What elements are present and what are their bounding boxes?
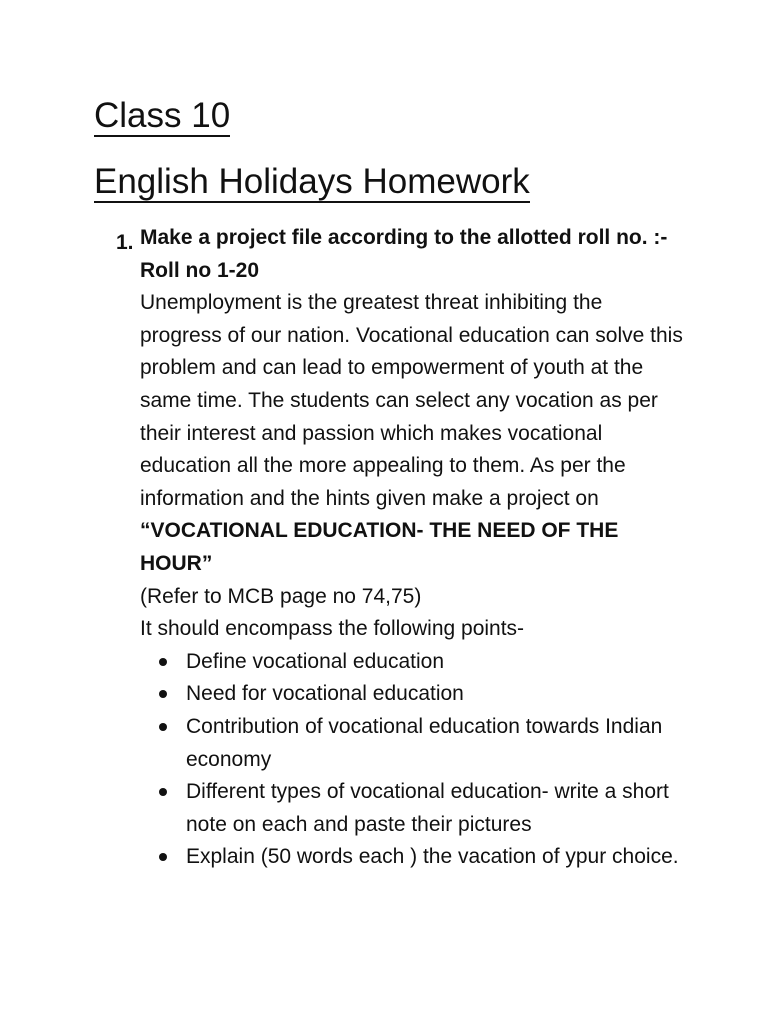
point-text: Contribution of vocational education towards Indian economy xyxy=(186,714,663,771)
paragraph-text: Unemployment is the greatest threat inhibiting the progress of our nation. Vocational education can solve this problem and can lead to empowerment of youth at the same time. The students can select any vocation as per their interest and passion which makes vocational education all the more appealing to them. As per the information and the hints given make a project on xyxy=(140,291,683,510)
roll-range: Roll no 1-20 xyxy=(140,258,260,282)
list-item xyxy=(140,678,685,711)
points-intro: It should encompass the following points- xyxy=(140,617,525,641)
homework-heading: English Holidays Homework xyxy=(94,162,530,201)
question-paragraph xyxy=(140,287,685,580)
reference-note: (Refer to MCB page no 74,75) xyxy=(140,584,422,608)
list-item xyxy=(140,711,685,776)
point-text: Explain (50 words each ) the vacation of ypur choice. xyxy=(186,845,679,869)
list-item xyxy=(140,776,685,841)
list-item xyxy=(140,646,685,679)
class-heading: Class 10 xyxy=(94,96,231,135)
point-text: Define vocational education xyxy=(186,649,445,673)
point-text: Need for vocational education xyxy=(186,682,464,706)
bullet-icon xyxy=(159,853,167,861)
question-lead: Make a project file according to the allotted roll no. :- xyxy=(140,226,668,249)
question-number: 1. xyxy=(116,231,134,254)
point-text: Different types of vocational education- write a short note on each and paste their pictures xyxy=(186,780,669,836)
bullet-icon xyxy=(159,788,167,796)
list-item xyxy=(140,841,685,874)
points-list xyxy=(140,646,685,874)
bullet-icon xyxy=(159,690,167,698)
bullet-icon xyxy=(159,723,167,731)
question-body xyxy=(140,222,685,874)
bullet-icon xyxy=(159,658,167,666)
project-topic: “VOCATIONAL EDUCATION- THE NEED OF THE HOUR” xyxy=(140,519,619,575)
